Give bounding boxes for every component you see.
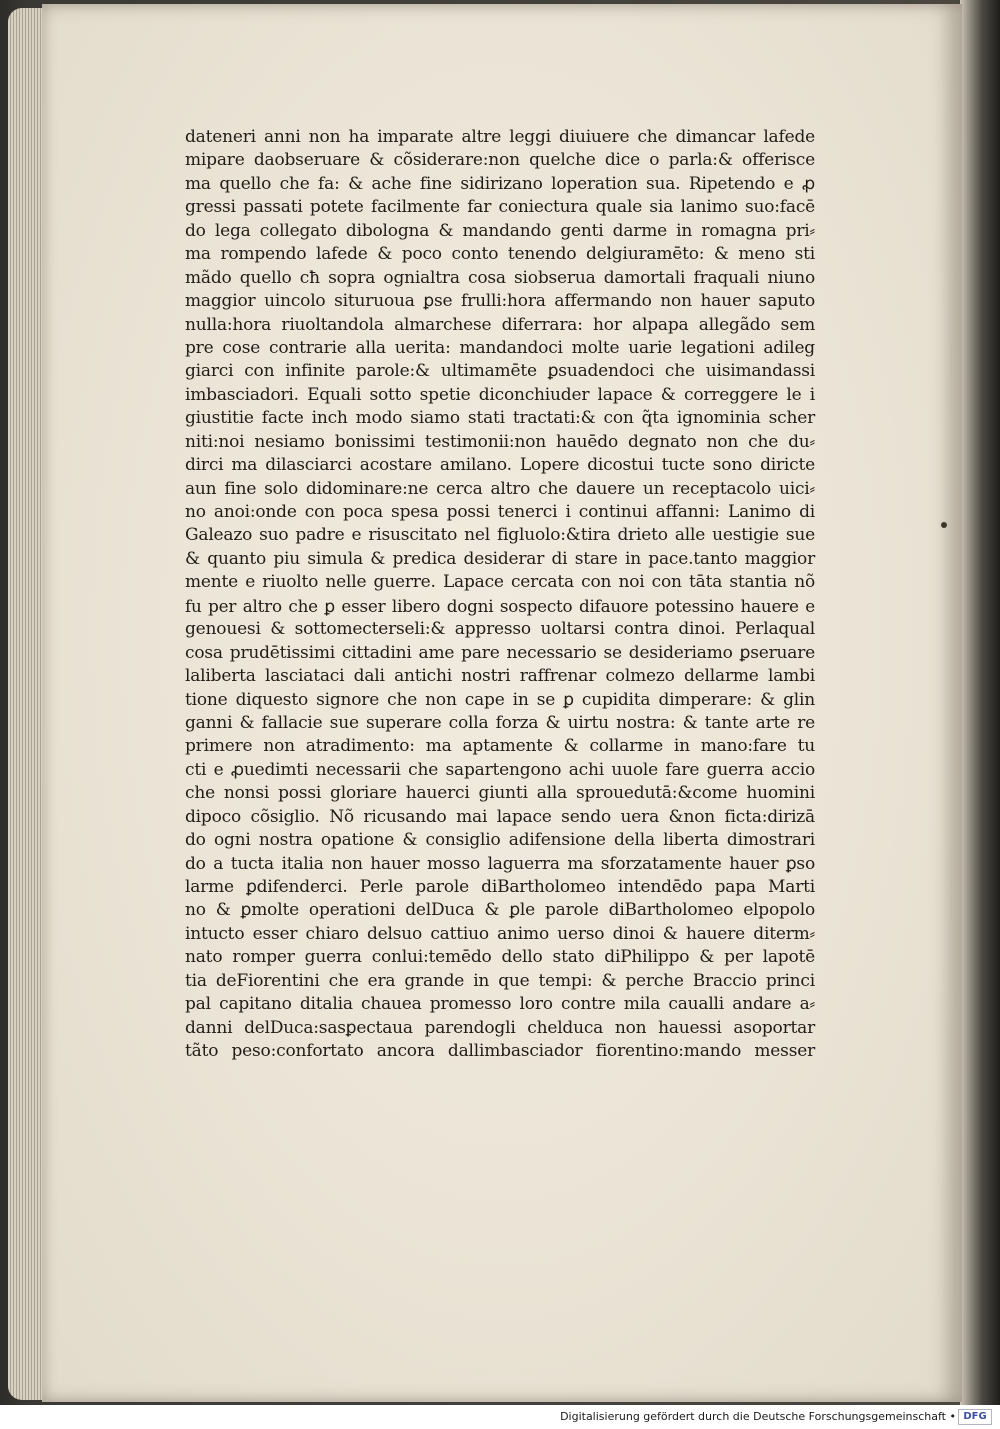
- text-line: nato romper guerra conlui:temēdo dello stato diPhilippo & per lapotē: [185, 947, 815, 968]
- text-line: ganni & fallacie sue superare colla forza & uirtu nostra: & tante arte re: [185, 712, 815, 733]
- dfg-logo: DFG: [958, 1409, 992, 1425]
- text-line: gressi passati potete facilmente far coniectura quale sia lanimo suo:facē: [185, 197, 815, 218]
- text-line: nulla:hora riuoltandola almarchese diferrara: hor alpapa allegãdo sem: [185, 314, 815, 335]
- text-line: larme ꝑdifenderci. Perle parole diBartholomeo intendēdo papa Marti: [185, 877, 815, 897]
- text-line: intucto esser chiaro delsuo cattiuo animo uerso dinoi & hauere diterm⸗: [185, 923, 815, 944]
- text-line: do lega collegato dibologna & mandando genti darme in romagna pri⸗: [185, 220, 815, 241]
- text-line: laliberta lasciataci dali antichi nostri raffrenar colmezo dellarme lambi: [185, 666, 815, 687]
- text-line: pre cose contrarie alla uerita: mandandoci molte uarie legationi adileg: [185, 337, 815, 358]
- text-line: primere non atradimento: ma aptamente & collarme in mano:fare tu: [185, 736, 815, 757]
- text-line: che nonsi possi gloriare hauerci giunti alla sprouedutā:&come huomini: [185, 783, 815, 804]
- text-line: do a tucta italia non hauer mosso laguerra ma sforzatamente hauer ꝑso: [185, 853, 815, 874]
- text-line: no & ꝑmolte operationi delDuca & ꝑle parole diBartholomeo elpopolo: [185, 900, 815, 921]
- text-line: & quanto piu simula & predica desiderar di stare in pace.tanto maggior: [185, 548, 815, 569]
- text-line: ma rompendo lafede & poco conto tenendo delgiuramēto: & meno sti: [185, 244, 815, 265]
- text-line: ma quello che fa: & ache fine sidirizano loperation sua. Ripetendo e ꝓ: [185, 173, 815, 194]
- text-line: tãto peso:confortato ancora dallimbasciador fiorentino:mando messer: [185, 1041, 815, 1062]
- text-line: mipare daobseruare & cõsiderare:non quelche dice o parla:& offerisce: [185, 150, 815, 171]
- text-line: imbasciadori. Equali sotto spetie diconchiuder lapace & correggere le i: [185, 384, 815, 405]
- text-line: danni delDuca:sasꝑectaua parendogli chelduca non hauessi asoportar: [185, 1017, 815, 1038]
- text-line: tione diquesto signore che non cape in se ꝑ cupidita dimperare: & glin: [185, 689, 815, 710]
- text-line: mãdo quello cħ sopra ognialtra cosa siobserua damortali fraquali niuno: [185, 267, 815, 288]
- text-line: dipoco cõsiglio. Nõ ricusando mai lapace sendo uera &non ficta:dirizā: [185, 806, 815, 827]
- footer-separator: •: [949, 1410, 956, 1423]
- text-line: tia deFiorentini che era grande in que tempi: & perche Braccio princi: [185, 970, 815, 991]
- text-line: aun fine solo didominare:ne cerca altro che dauere un receptacolo uici⸗: [185, 478, 815, 499]
- text-line: giarci con infinite parole:& ultimamēte ꝑsuadendoci che uisimandassi: [185, 361, 815, 382]
- text-line: cosa prudētissimi cittadini ame pare necessario se desideriamo ꝑseruare: [185, 642, 815, 663]
- text-line: giustitie facte inch modo siamo stati tractati:& con q̃ta ignominia scher: [185, 408, 815, 429]
- footer-credit: [560, 1410, 956, 1423]
- text-line: dateneri anni non ha imparate altre leggi diuiuere che dimancar lafede: [185, 127, 815, 147]
- text-line: genouesi & sottomecterseli:& appresso uoltarsi contra dinoi. Perlaqual: [185, 619, 815, 640]
- text-line: dirci ma dilasciarci acostare amilano. Lopere dicostui tucte sono diricte: [185, 455, 815, 476]
- footer-credit-text: Digitalisierung gefördert durch die Deutsche Forschungsgemeinschaft: [560, 1410, 946, 1423]
- text-line: Galeazo suo padre e risuscitato nel figluolo:&tira drieto alle uestigie sue: [185, 525, 815, 546]
- text-line: mente e riuolto nelle guerre. Lapace cercata con noi con tāta stantia nõ: [185, 572, 815, 593]
- text-line: fu per altro che ꝑ esser libero dogni sospecto difauore potessino hauere e: [185, 595, 815, 616]
- book-binding: [960, 0, 1000, 1405]
- text-line: cti e ꝓuedimti necessarii che sapartengono achi uuole fare guerra accio: [185, 759, 815, 780]
- text-line: maggior uincolo situruoua ꝑse frulli:hora affermando non hauer saputo: [185, 291, 815, 312]
- ink-spot: [941, 522, 947, 528]
- page-text: [185, 126, 815, 1064]
- text-line: no anoi:onde con poca spesa possi tenerci i continui affanni: Lanimo di: [185, 502, 815, 522]
- text-line: do ogni nostra opatione & consiglio adifensione della liberta dimostrari: [185, 830, 815, 851]
- text-line: pal capitano ditalia chauea promesso loro contre mila caualli andare a⸗: [185, 994, 815, 1015]
- text-line: niti:noi nesiamo bonissimi testimonii:non hauēdo degnato non che du⸗: [185, 431, 815, 452]
